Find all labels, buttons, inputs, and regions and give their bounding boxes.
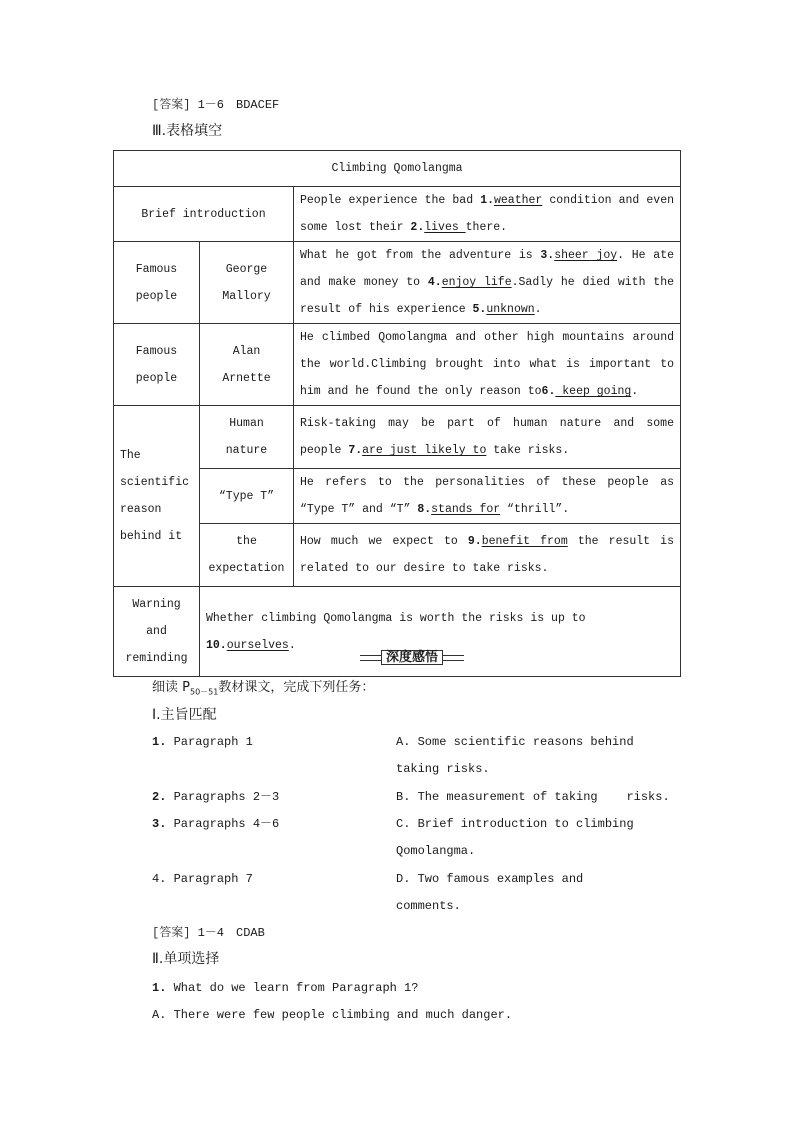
- answer-blank: weather: [494, 194, 543, 207]
- row-label: Brief introduction: [114, 187, 294, 242]
- answer-label: [答案]: [152, 98, 191, 112]
- table-row: [114, 324, 681, 406]
- match-right-item: A. Some scientific reasons behind taking risks.: [396, 735, 634, 776]
- match-left-item: 2. Paragraphs 2－3: [152, 790, 280, 804]
- table-row: [114, 524, 681, 587]
- match-left-item: 1. Paragraph 1: [152, 735, 253, 749]
- answer-blank: ourselves: [226, 638, 289, 652]
- table-row: [114, 469, 681, 524]
- row-category: Famous people: [114, 242, 200, 324]
- table-title: Climbing Qomolangma: [114, 151, 681, 187]
- match-right-item: B. The measurement of taking risks.: [396, 790, 670, 804]
- answer-line-1: [152, 96, 279, 114]
- answer-blank: keep going: [555, 385, 632, 398]
- row-person: Alan Arnette: [200, 324, 294, 406]
- match-right-item: C. Brief introduction to climbing Qomolangma.: [396, 817, 634, 858]
- answer-label: [答案]: [152, 926, 191, 940]
- table-row: [114, 187, 681, 242]
- table-title-row: [114, 151, 681, 187]
- answer-blank: unknown: [486, 303, 535, 316]
- banner-rule-right: [443, 655, 464, 661]
- answer-blank: benefit from: [481, 535, 568, 548]
- question-1: 1. What do we learn from Paragraph 1?: [152, 981, 419, 995]
- answer-text: 1－6 BDACEF: [197, 98, 280, 112]
- row-content: He refers to the personalities of these people as “Type T” and “T” 8.stands for “thrill”.: [294, 469, 681, 524]
- row-content: People experience the bad 1.weather condition and even some lost their 2.lives there.: [294, 187, 681, 242]
- answer-blank: sheer joy: [554, 249, 618, 262]
- answer-blank: are just likely to: [362, 444, 487, 457]
- row-content: What he got from the adventure is 3.sheer joy. He ate and make money to 4.enjoy life.Sadly he died with the result of his experience 5.unknown.: [294, 242, 681, 324]
- answer-blank: lives: [424, 221, 466, 234]
- answer-blank: enjoy life: [441, 276, 512, 289]
- row-sublabel: “Type T”: [200, 469, 294, 524]
- match-left-item: 3. Paragraphs 4－6: [152, 817, 280, 831]
- table-row: [114, 406, 681, 469]
- banner-title: 深度感悟: [381, 650, 443, 665]
- table-row: [114, 242, 681, 324]
- row-category: The scientific reason behind it: [114, 406, 200, 587]
- row-content: Whether climbing Qomolangma is worth the risks is up to 10.ourselves.: [200, 587, 681, 677]
- row-category: Warning and reminding: [114, 587, 200, 677]
- answer-blank: stands for: [431, 503, 501, 516]
- row-content: How much we expect to 9.benefit from the result is related to our desire to take risks.: [294, 524, 681, 587]
- row-sublabel: the expectation: [200, 524, 294, 587]
- answer-line-2: [152, 924, 265, 942]
- match-left-item: 4. Paragraph 7: [152, 872, 253, 886]
- fill-in-table: [113, 150, 681, 677]
- row-category: Famous people: [114, 324, 200, 406]
- row-content: He climbed Qomolangma and other high mountains around the world.Climbing brought into what is important to him and he found the only reason to6. keep going.: [294, 324, 681, 406]
- section-banner: [360, 650, 464, 665]
- answer-text: 1－4 CDAB: [197, 926, 265, 940]
- match-right-item: D. Two famous examples and comments.: [396, 872, 584, 913]
- instruction: 细读 $P_{50-51}$教材课文，完成下列任务：: [152, 680, 375, 697]
- row-sublabel: Human nature: [200, 406, 294, 469]
- page-range: 50－51: [189, 687, 219, 697]
- section-title-matching: Ⅰ.主旨匹配: [152, 707, 217, 723]
- row-person: George Mallory: [200, 242, 294, 324]
- row-content: Risk-taking may be part of human nature and some people 7.are just likely to take risks.: [294, 406, 681, 469]
- option-a: A. There were few people climbing and much danger.: [152, 1008, 513, 1022]
- banner-rule-left: [360, 655, 381, 661]
- section-title-fill-table: Ⅲ.表格填空: [152, 123, 223, 139]
- section-title-choice: Ⅱ.单项选择: [152, 951, 220, 967]
